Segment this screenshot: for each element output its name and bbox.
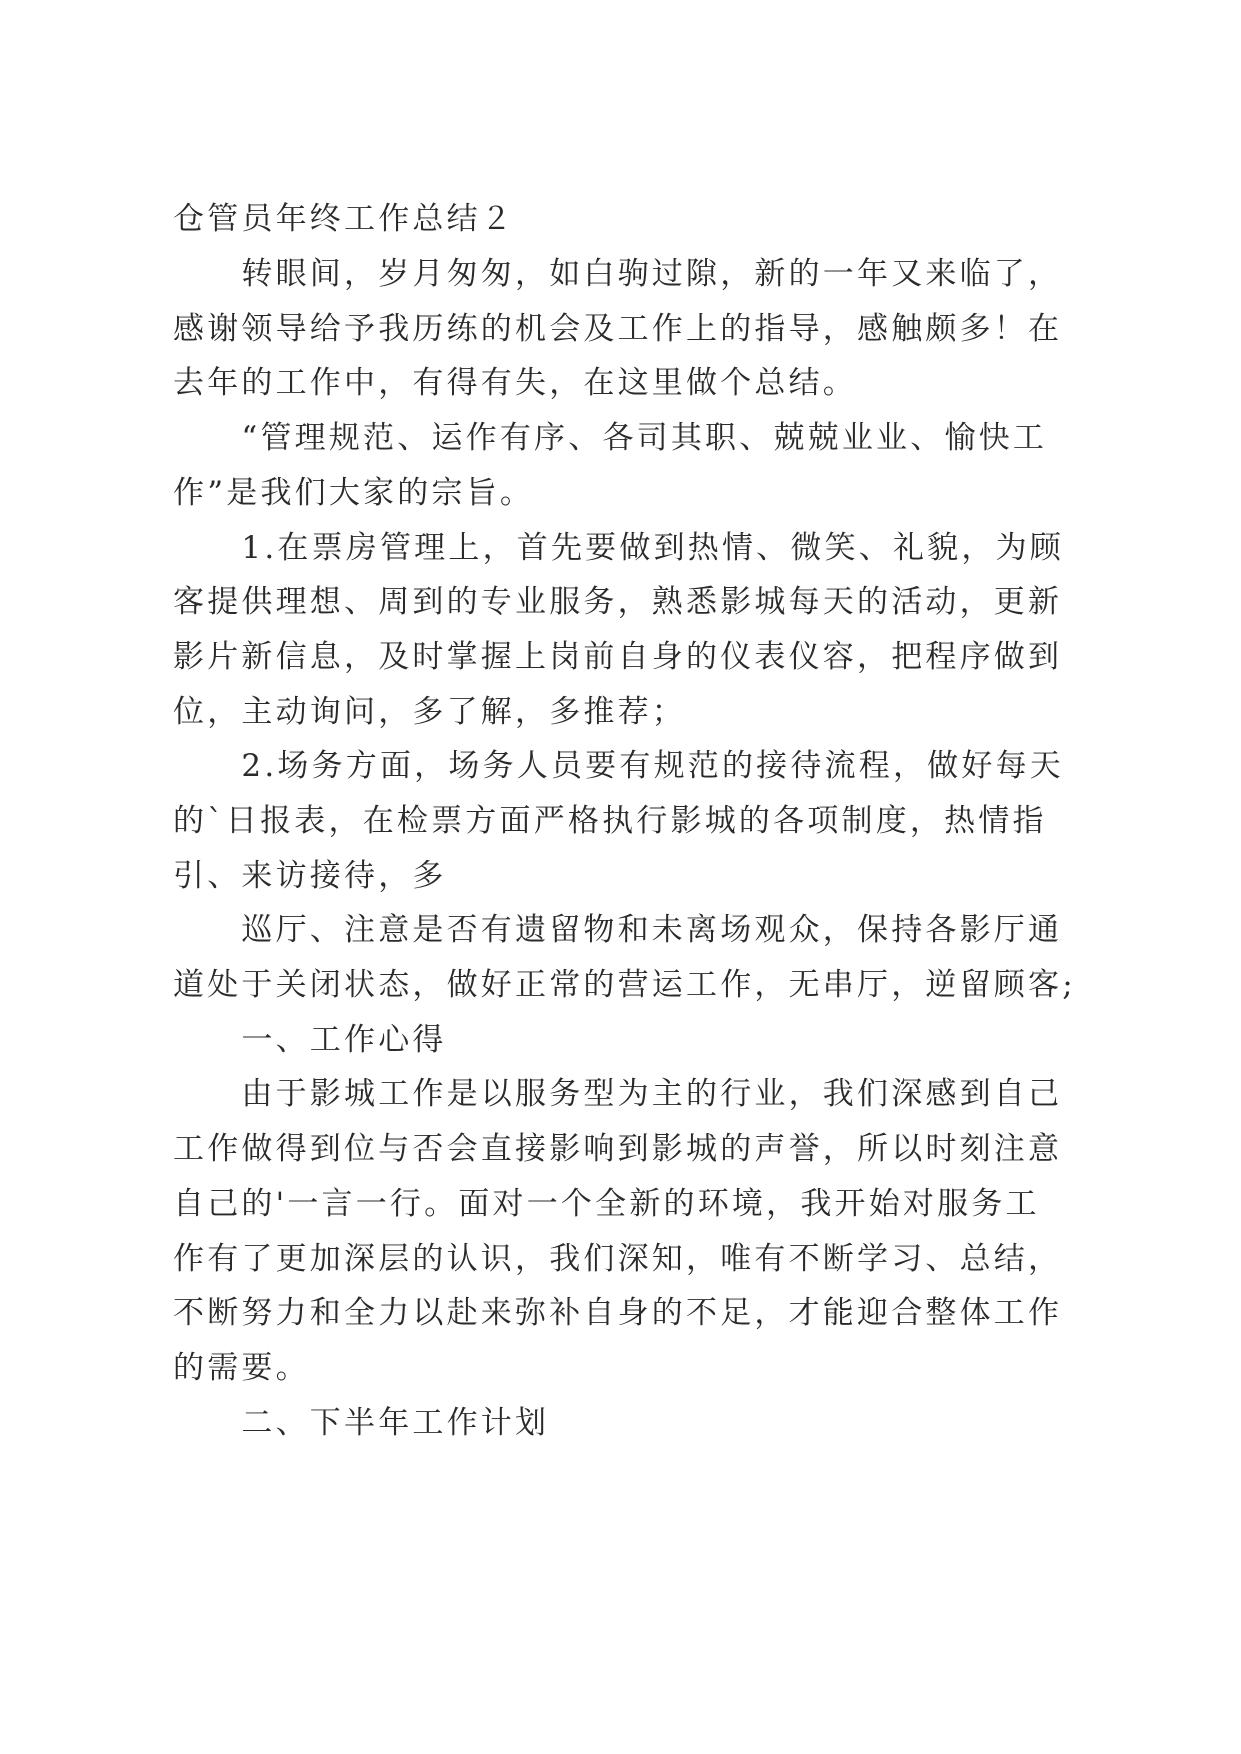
body-line: 由于影城工作是以服务型为主的行业，我们深感到自己	[173, 1076, 1063, 1112]
body-line: 2.场务方面，场务人员要有规范的接待流程，做好每天	[173, 748, 1064, 784]
section-heading: 一、工作心得	[173, 1022, 447, 1058]
body-line: 1.在票房管理上，首先要做到热情、微笑、礼貌，为顾	[173, 530, 1064, 566]
body-line: 位，主动询问，多了解，多推荐；	[173, 694, 686, 730]
body-line: 影片新信息，及时掌握上岗前自身的仪表仪容，把程序做到	[173, 639, 1063, 675]
body-line: 不断努力和全力以赴来弥补自身的不足，才能迎合整体工作	[173, 1295, 1063, 1331]
section-heading: 二、下半年工作计划	[173, 1405, 550, 1441]
body-line: 去年的工作中，有得有失，在这里做个总结。	[173, 365, 857, 401]
body-line: 引、来访接待，多	[173, 858, 447, 894]
body-line: 工作做得到位与否会直接影响到影城的声誉，所以时刻注意	[173, 1131, 1063, 1167]
body-line: 自己的'一言一行。面对一个全新的环境，我开始对服务工	[173, 1186, 1040, 1222]
body-line: 作”是我们大家的宗旨。	[173, 475, 535, 511]
body-line: 感谢领导给予我历练的机会及工作上的指导，感触颇多！在	[173, 311, 1063, 347]
body-line: 巡厅、注意是否有遗留物和未离场观众，保持各影厅通	[173, 912, 1063, 948]
document-title: 仓管员年终工作总结２	[173, 201, 515, 237]
body-line: “管理规范、运作有序、各司其职、兢兢业业、愉快工	[173, 420, 1048, 456]
body-line: 客提供理想、周到的专业服务，熟悉影城每天的活动，更新	[173, 584, 1063, 620]
body-line: 道处于关闭状态，做好正常的营运工作，无串厅，逆留顾客;	[173, 967, 1076, 1003]
body-line: 的需要。	[173, 1350, 310, 1386]
body-line: 作有了更加深层的认识，我们深知，唯有不断学习、总结，	[173, 1241, 1063, 1277]
body-line: 的`日报表，在检票方面严格执行影城的各项制度，热情指	[173, 803, 1047, 839]
body-line: 转眼间，岁月匆匆，如白驹过隙，新的一年又来临了，	[173, 256, 1063, 292]
